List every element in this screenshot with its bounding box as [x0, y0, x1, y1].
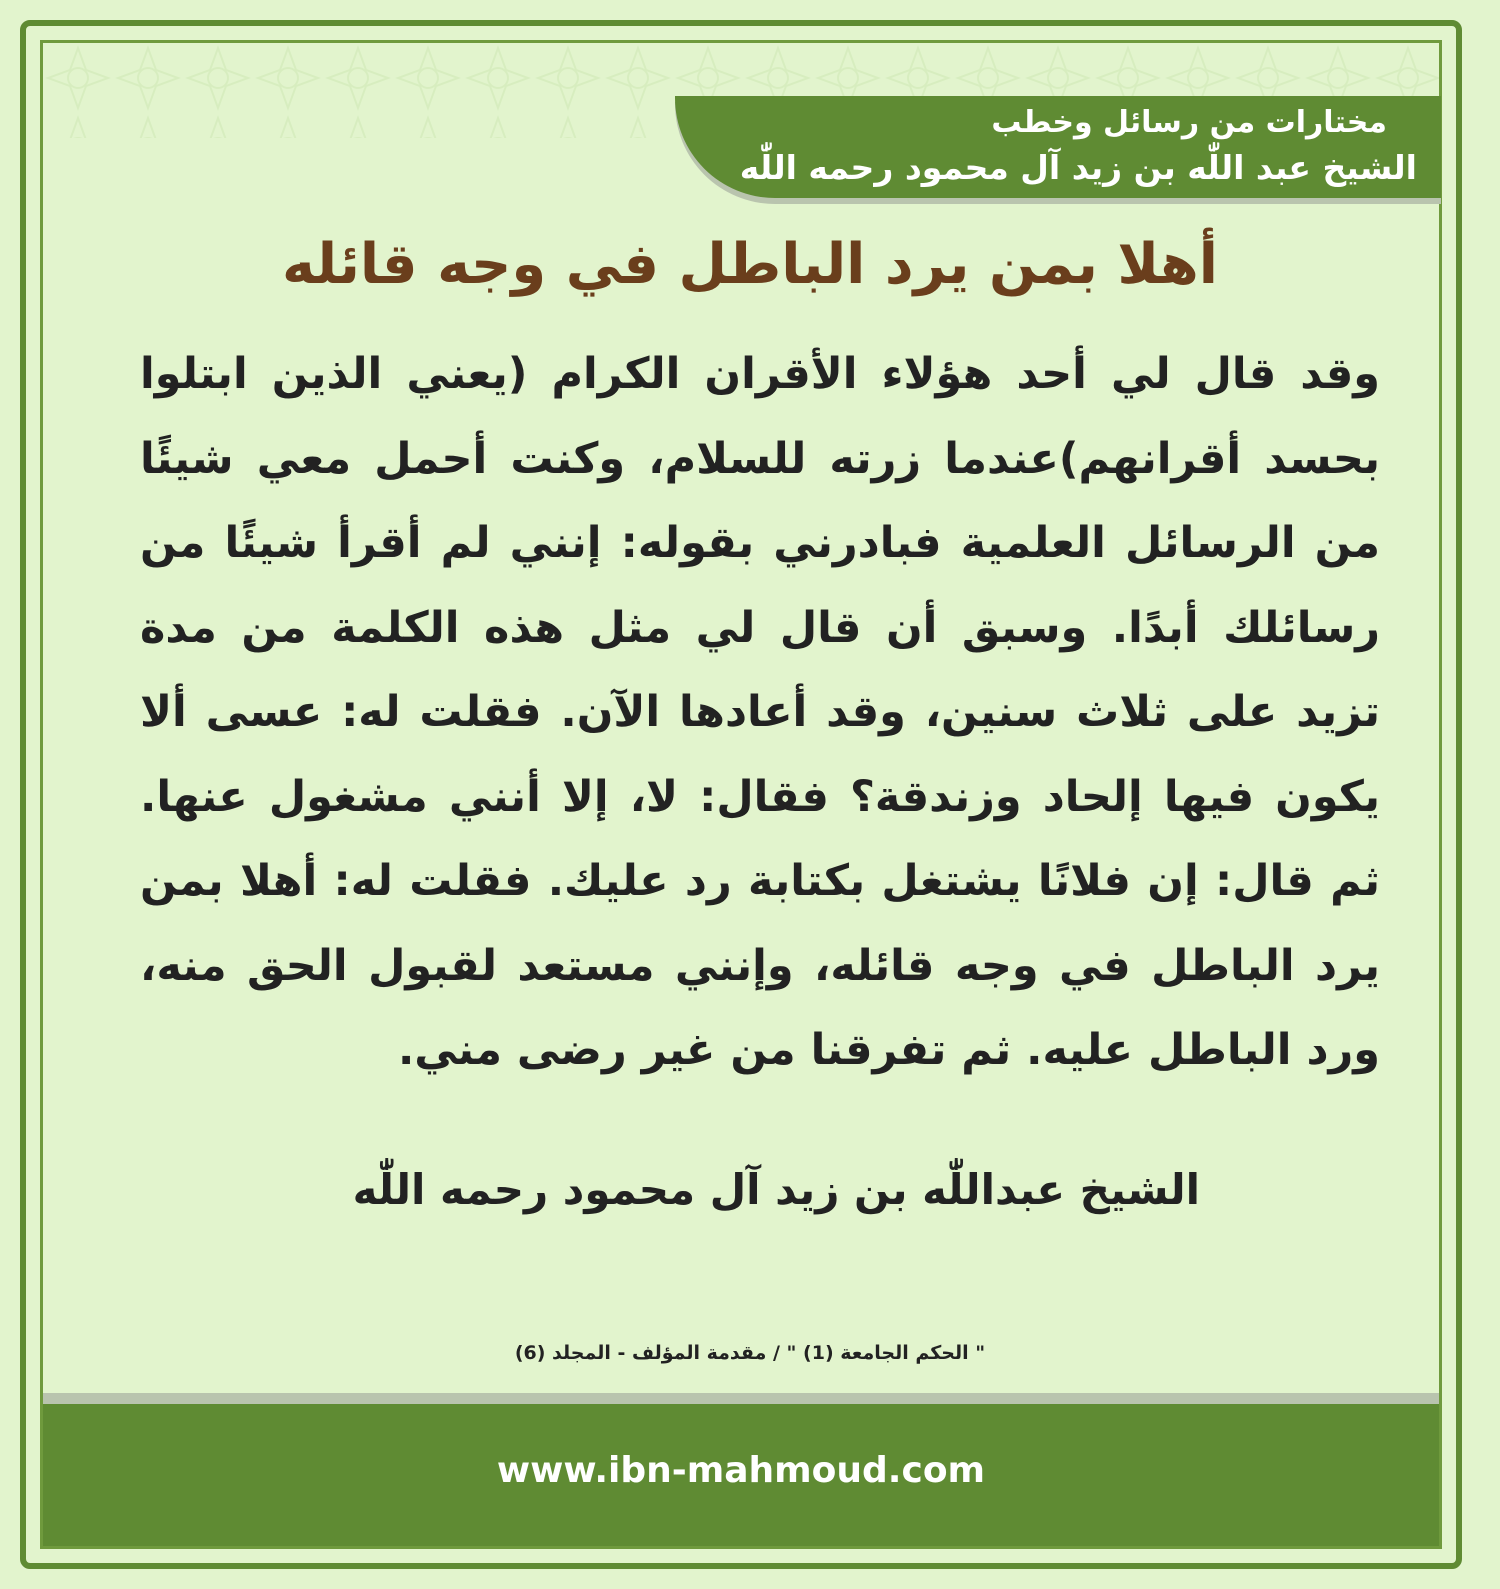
quote-body: وقد قال لي أحد هؤلاء الأقران الكرام (يعني الذين ابتلوا بحسد أقرانهم)عندما زرته للسلام، وكنت أحمل معي شيئًا من الرسائل العلمية فبادرني بقوله: إنني لم أقرأ شيئًا من رسائلك أبدًا. وسبق أن قال لي مثل هذه الكلمة من مدة تزيد على ثلاث سنين، وقد أعادها الآن. فقلت له: عسى ألا يكون فيها إلحاد وزندقة؟ فقال: لا، إلا أنني مشغول عنها. ثم قال: إن فلانًا يشتغل بكتابة رد عليك. فقلت له: أهلا بمن يرد الباطل في وجه قائله، وإنني مستعد لقبول الحق منه، ورد الباطل عليه. ثم تفرقنا من غير رضى مني.: [140, 349, 1380, 1075]
footer-bar: [43, 1404, 1439, 1546]
header-author: الشيخ عبد اللّٰه بن زيد آل محمود رحمه اللّٰه: [739, 148, 1417, 187]
header-ribbon: [675, 96, 1441, 198]
author-signature: الشيخ عبداللّٰه بن زيد آل محمود رحمه اللّٰه: [352, 1165, 1200, 1214]
header-series-title: مختارات من رسائل وخطب: [991, 105, 1387, 140]
website-link[interactable]: www.ibn-mahmoud.com: [496, 1450, 986, 1491]
page-title: أهلا بمن يرد الباطل في وجه قائله: [282, 232, 1218, 297]
source-reference: " الحكم الجامعة (1) " / مقدمة المؤلف - المجلد (6): [514, 1342, 986, 1364]
